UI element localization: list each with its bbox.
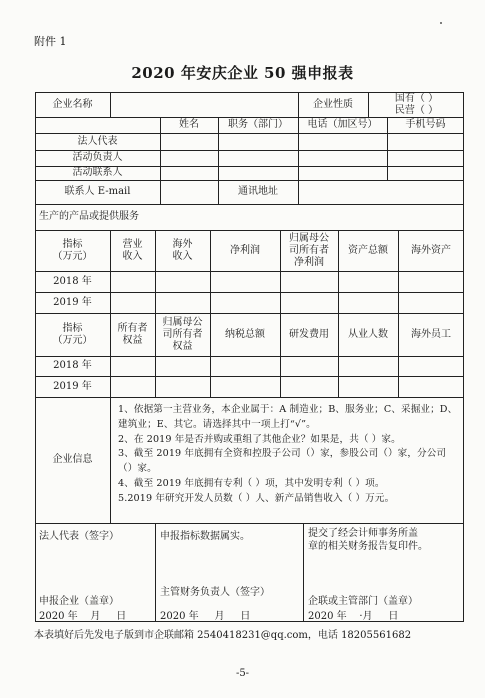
attachment-label: 附件 1	[34, 35, 67, 48]
row-label-activity-contact: 活动联系人	[72, 167, 123, 178]
col-header-name: 姓名	[179, 119, 199, 130]
col-divider	[298, 180, 299, 204]
company-info-text: 1、依据第一主营业务，本企业属于：A 制造业；B、服务业；C、采掘业；D、建筑业；E、其它。请选择其中一项上打“√”。 2、在 2019 年是否并购或重组了其他企业？如果是，共（ ）家。 3、截至 2019 年底拥有全资和控股子公司（）家，参股公司（）家，分公司（）家。 4、截至 2019 年底拥有专利（ ）项，其中发明专利（ ）项。 5.2019 年研究开发人员数（ ）人、新产品销售收入（ ）万元。	[118, 404, 458, 504]
private-option[interactable]: 民营（ ）	[394, 105, 439, 116]
footer-note: 本表填好后先发电子版到市企联邮箱 2540418231@qq.com，电话 18205561682	[34, 630, 412, 641]
address-label: 通讯地址	[238, 186, 278, 197]
state-owned-option[interactable]: 国有（ ）	[394, 93, 439, 104]
date-2: 2020 年 月 日	[160, 611, 251, 622]
declaration-text: 申报指标数据属实。	[160, 531, 250, 542]
t1-header-overseas-assets: 海外资产	[411, 244, 451, 256]
t1-header-net-profit: 净利润	[230, 244, 260, 256]
t2-header-rd: 研发费用	[289, 328, 329, 340]
t1-header-overseas-revenue: 海外 收入	[172, 238, 193, 262]
company-name-field[interactable]	[111, 92, 298, 117]
date-1: 2020 年 月 日	[39, 611, 127, 622]
t1-header-total-assets: 资产总额	[348, 244, 388, 256]
row-label-activity-lead: 活动负责人	[72, 152, 123, 163]
company-name-label: 企业名称	[52, 98, 93, 110]
apply-company-seal-label: 申报企业（盖章）	[39, 596, 119, 607]
t2-header-indicator: 指标 （万元）	[52, 322, 93, 346]
t2-header-employees: 从业人数	[348, 328, 388, 340]
col-divider	[160, 180, 161, 204]
t2-year-2018: 2018 年	[53, 360, 92, 371]
row-divider	[35, 523, 464, 524]
col-divider	[155, 523, 156, 622]
company-nature-label: 企业性质	[313, 98, 353, 110]
col-header-mobile: 手机号码	[405, 119, 446, 130]
finance-signature-label: 主管财务负责人（签字）	[160, 587, 270, 598]
legal-rep-signature-label: 法人代表（签字）	[39, 531, 119, 542]
t2-header-tax: 纳税总额	[225, 328, 265, 340]
company-info-label: 企业信息	[52, 454, 93, 465]
col-header-position: 职务（部门）	[228, 119, 288, 130]
t1-year-2019: 2019 年	[53, 296, 92, 308]
t1-year-2018: 2018 年	[53, 275, 92, 287]
audit-report-note: 提交了经会计师事务所盖 章的相关财务报告复印件。	[308, 528, 428, 552]
t1-header-parent-net-profit: 归属母公 司所有者 净利润	[289, 232, 329, 268]
page-number: -5-	[235, 668, 250, 679]
federation-seal-label: 企联或主管部门（盖章）	[308, 596, 418, 607]
products-label: 生产的产品或提供服务	[39, 211, 139, 222]
row-label-legal-rep: 法人代表	[77, 135, 118, 147]
t2-year-2019: 2019 年	[53, 380, 92, 392]
t1-header-revenue: 营业 收入	[122, 238, 143, 262]
page-title: 2020 年安庆企业 50 强申报表	[131, 64, 354, 82]
date-3: 2020 年 ·月 日	[308, 611, 399, 622]
email-label: 联系人 E-mail	[64, 186, 131, 197]
scan-speck	[440, 22, 442, 24]
t1-header-indicator: 指标 （万元）	[52, 238, 93, 262]
col-divider	[110, 397, 111, 523]
col-divider	[303, 523, 304, 622]
t2-header-equity: 所有者 权益	[117, 322, 148, 346]
t2-header-overseas-employees: 海外员工	[411, 328, 451, 340]
col-header-phone: 电话（加区号）	[307, 119, 378, 130]
t2-header-parent-equity: 归属母公 司所有者 权益	[162, 316, 203, 352]
